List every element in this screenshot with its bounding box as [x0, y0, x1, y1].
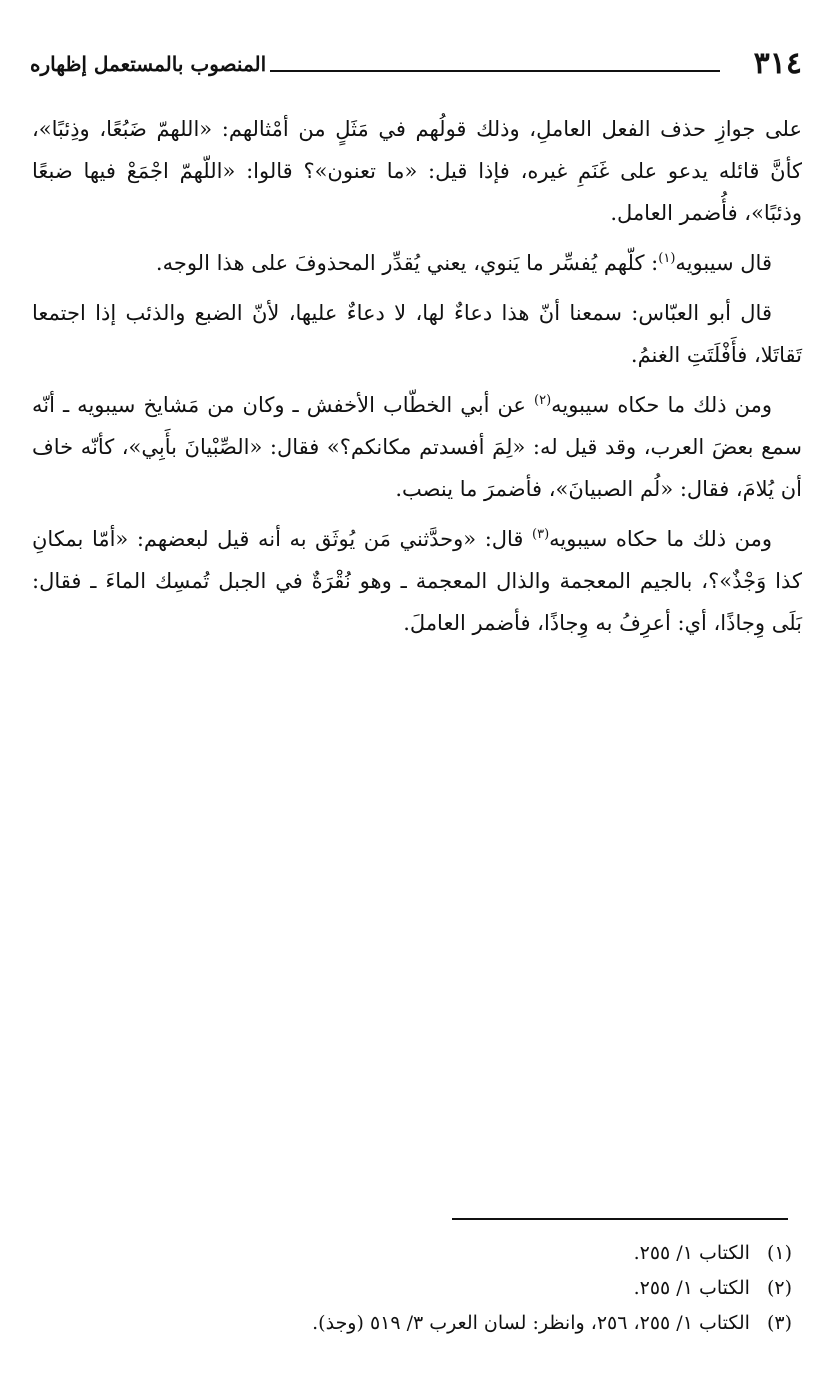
- paragraph-text: عن أبي الخطّاب الأخفش ـ وكان من مَشايخ سيبويه ـ أنّه سمع بعضَ العرب، وقد قيل له: «لِمَ أفسدتم مكانكم؟» فقال: «الصِّبْيانَ بأَبِي»، كأنّه خاف أن يُلامَ، فقال: «لُم الصبيانَ»، فأضمرَ ما ينصب.: [32, 393, 802, 501]
- footnote-number: (٢): [766, 1277, 792, 1299]
- paragraph-text: قال أبو العبّاس: سمعنا أنّ هذا دعاءٌ لها، لا دعاءٌ عليها، لأنّ الضبع والذئب إذا اجتمعا تَقاتَلا، فأَفْلَتَتِ الغنمُ.: [32, 301, 802, 367]
- footnote-number: (٣): [766, 1312, 792, 1334]
- footnote-ref-3: (٣): [532, 527, 550, 542]
- paragraph-3: [32, 292, 802, 376]
- footnote-ref-1: (١): [658, 251, 676, 266]
- footnote-ref-2: (٢): [534, 393, 552, 408]
- main-text: [32, 108, 802, 652]
- header-rule: [270, 70, 720, 72]
- running-title: المنصوب بالمستعمل إظهاره: [30, 52, 267, 76]
- paragraph-text: ومن ذلك ما حكاه سيبويه: [551, 393, 773, 417]
- footnotes: [40, 1236, 792, 1341]
- page-header: [30, 44, 802, 84]
- footnote-3: [40, 1306, 792, 1341]
- footnote-text: الكتاب ١/ ٢٥٥.: [633, 1242, 750, 1264]
- footnote-separator: [452, 1218, 788, 1220]
- paragraph-1: [32, 108, 802, 234]
- paragraph-text: قال سيبويه: [675, 251, 772, 275]
- footnote-1: [40, 1236, 792, 1271]
- footnote-2: [40, 1271, 792, 1306]
- paragraph-text: : كلّهم يُفسِّر ما يَنوي، يعني يُقدِّر المحذوفَ على هذا الوجه.: [155, 251, 659, 275]
- footnote-text: الكتاب ١/ ٢٥٥، ٢٥٦، وانظر: لسان العرب ٣/ ٥١٩ (وجذ).: [312, 1312, 750, 1334]
- paragraph-2: [32, 242, 802, 284]
- paragraph-text: على جوازِ حذف الفعل العاملِ، وذلك قولُهم في مَثَلٍ من أمْثالهم: «اللهمّ ضَبُعًا، وذِئبًا»، كأنَّ قائله يدعو على غَنَمِ غيره، فإذا قيل: «ما تعنون»؟ قالوا: «اللّهمّ اجْمَعْ فيها ضبعًا وذئبًا»، فأُضمر العامل.: [32, 117, 802, 225]
- paragraph-4: [32, 384, 802, 510]
- paragraph-text: ومن ذلك ما حكاه سيبويه: [549, 527, 772, 551]
- footnote-text: الكتاب ١/ ٢٥٥.: [633, 1277, 750, 1299]
- paragraph-5: [32, 518, 802, 644]
- footnote-number: (١): [766, 1242, 792, 1264]
- page-number: ٣١٤: [753, 46, 802, 81]
- paragraph-text: قال: «وحدَّثني مَن يُوثَق به أنه قيل لبعضهم: «أمّا بمكانِ كذا وَجْذٌ»؟، بالجيم المعجمة والذال المعجمة ـ وهو نُقْرَةٌ في الجبل تُمسِك الماءَ ـ فقال: بَلَى وِجاذًا، أي: أعرِفُ به وِجاذًا، فأضمر العاملَ.: [32, 527, 802, 635]
